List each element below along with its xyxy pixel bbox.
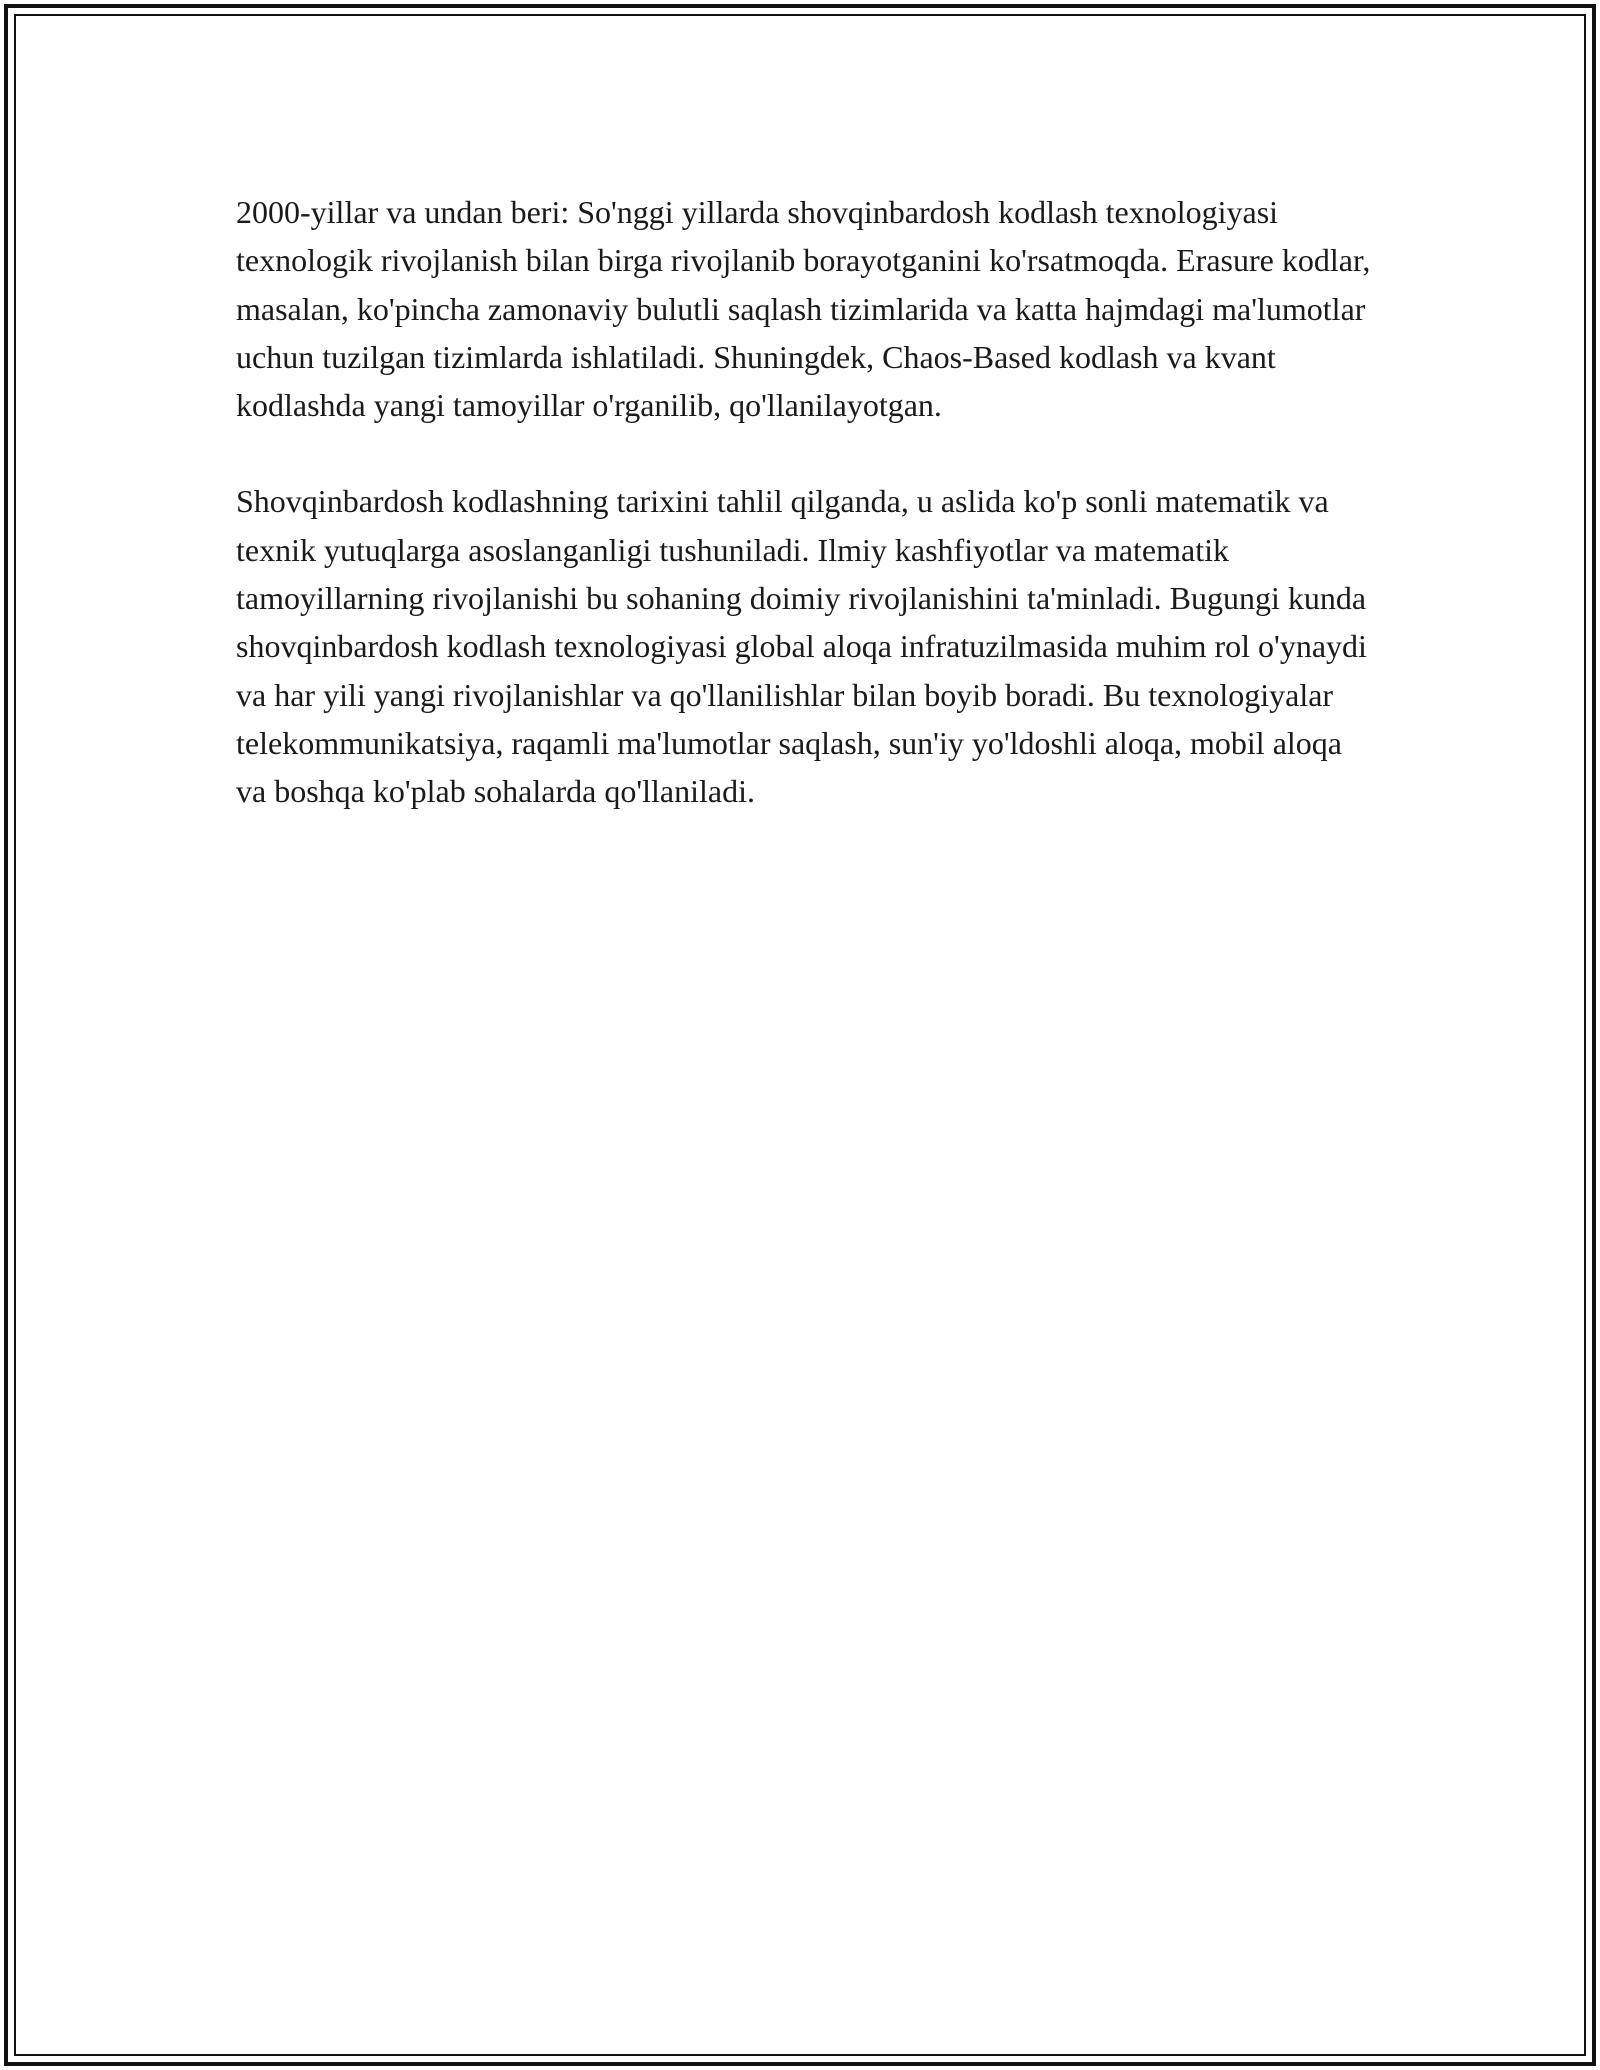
document-body: [236, 188, 1376, 864]
paragraph-history-analysis: Shovqinbardosh kodlashning tarixini tahlil qilganda, u aslida ko'p sonli matematik va texnik yutuqlarga asoslanganligi tushuniladi. Ilmiy kashfiyotlar va matematik tamoyillarning rivojlanishi bu sohaning doimiy rivojlanishini ta'minladi. Bugungi kunda shovqinbardosh kodlash texnologiyasi global aloqa infratuzilmasida muhim rol o'ynaydi va har yili yangi rivojlanishlar va qo'llanilishlar bilan boyib boradi. Bu texnologiyalar telekommunikatsiya, raqamli ma'lumotlar saqlash, sun'iy yo'ldoshli aloqa, mobil aloqa va boshqa ko'plab sohalarda qo'llaniladi.: [236, 483, 1367, 810]
paragraph-recent-developments: 2000-yillar va undan beri: So'nggi yillarda shovqinbardosh kodlash texnologiyasi texnologik rivojlanish bilan birga rivojlanib borayotganini ko'rsatmoqda. Erasure kodlar, masalan, ko'pincha zamonaviy bulutli saqlash tizimlarida va katta hajmdagi ma'lumotlar uchun tuzilgan tizimlarda ishlatiladi. Shuningdek, Chaos-Based kodlash va kvant kodlashda yangi tamoyillar o'rganilib, qo'llanilayotgan.: [236, 194, 1371, 424]
